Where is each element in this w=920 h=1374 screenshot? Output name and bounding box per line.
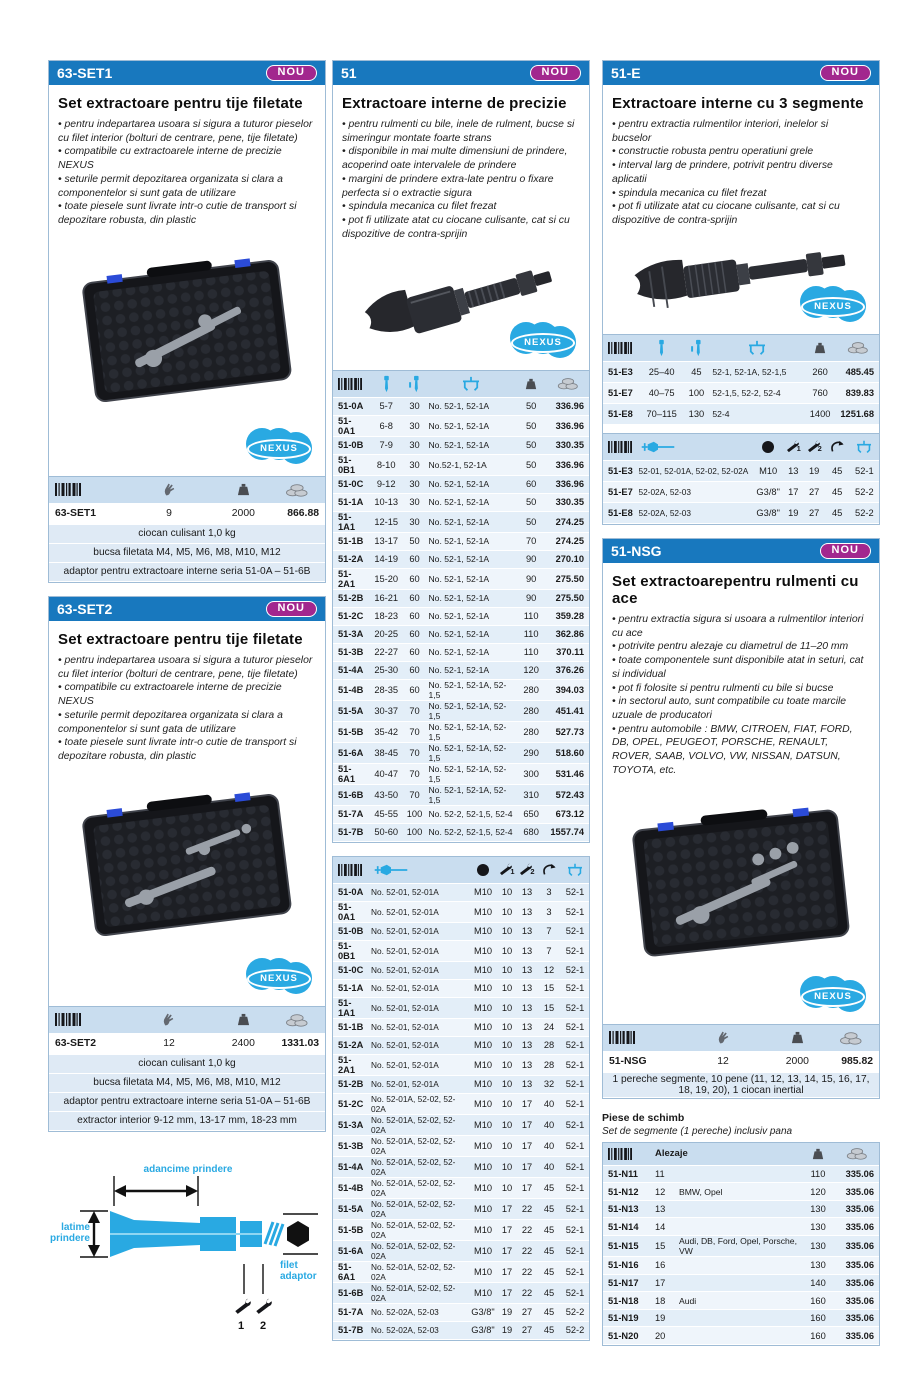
tool-case-photo: [613, 782, 869, 986]
table-row: 51-E7 40–75 100 52-1,5, 52-2, 52-4 760 839.83: [603, 382, 879, 403]
product-code: 51-E: [611, 65, 641, 81]
feature-list: [612, 118, 870, 228]
table-row: 51-0C No. 52-01, 52-01A M10 10 13 12 52-1: [333, 961, 589, 979]
spec-table-spindle-wrapper: [332, 856, 590, 1341]
table-row: 51-1A1 12-15 30 No. 52-1, 52-1A 50 274.25: [333, 511, 589, 532]
bullet-item: • toate piesele sunt livrate intr-o cutie de transport si depozitare robusta, din plastic: [58, 736, 316, 763]
table-row: 51-4B 28-35 60 No. 52-1, 52-1A, 52-1,5 280 394.03: [333, 679, 589, 700]
diagram-number-1: 1: [238, 1319, 245, 1332]
product-title: Set extractoare pentru tije filetate: [58, 630, 303, 648]
table-row: 51-NSG 12 2000 985.82: [603, 1051, 879, 1072]
table-row: 51-6A1 No. 52-01A, 52-02, 52-02A M10 17 22 45 52-1: [333, 1261, 589, 1282]
table-row: 51-2B 16-21 60 No. 52-1, 52-1A 90 275.50: [333, 589, 589, 607]
product-summary-table: [49, 476, 325, 582]
table-row: 51-0A1 No. 52-01, 52-01A M10 10 13 3 52-1: [333, 901, 589, 922]
coins-icon: [285, 1013, 309, 1027]
table-row: 51-0A 5-7 30 No. 52-1, 52-1A 50 336.96: [333, 397, 589, 415]
product-title: Set extractoare pentru tije filetate: [58, 95, 303, 112]
panel-63-set2: [48, 596, 326, 1132]
coins-icon: [847, 341, 869, 354]
table-row: 51-1B No. 52-01, 52-01A M10 10 13 24 52-1: [333, 1018, 589, 1036]
table-note-row: 1 pereche segmente, 10 pene (11, 12, 13, 14, 15, 16, 17, 18, 19, 20), 1 ciocan inertial: [603, 1072, 879, 1097]
table-header-row: [603, 1143, 879, 1166]
bullet-item: • interval larg de prindere, potrivit pentru diverse aplicatii: [612, 159, 870, 186]
nexus-logo: [800, 976, 866, 1016]
weight-icon: [814, 342, 826, 354]
grip-range-icon: [657, 339, 666, 357]
bullet-item: • spindula mecanica cu filet frezat: [612, 187, 870, 201]
grip-range-icon: [382, 375, 391, 393]
table-note-row: ciocan culisant 1,0 kg: [49, 524, 325, 543]
product-image: [58, 232, 316, 470]
spindle-icon: [373, 864, 409, 876]
counterstay-icon: [461, 376, 481, 392]
table-row: 51-7A 45-55 100 No. 52-2, 52-1,5, 52-4 650 673.12: [333, 805, 589, 823]
bullet-item: • pentru extractia sigura si usoara a rulmentilor interiori cu ace: [612, 613, 870, 640]
barcode-icon: [609, 1031, 635, 1044]
table-row: 51-3A 20-25 60 No. 52-1, 52-1A 110 362.86: [333, 625, 589, 643]
diagram-label-grip-depth: adancime prindere: [143, 1163, 233, 1175]
table-row: 51-1A No. 52-01, 52-01A M10 10 13 15 52-1: [333, 979, 589, 997]
coins-icon: [557, 377, 579, 390]
bullet-item: • compatibile cu extractoarele interne de precizie NEXUS: [58, 145, 316, 172]
table-row: 51-6B No. 52-01A, 52-02, 52-02A M10 17 22 45 52-1: [333, 1282, 589, 1303]
right-column: [602, 60, 880, 1346]
panel-header: [49, 61, 325, 85]
bullet-item: • constructie robusta pentru operatiuni grele: [612, 145, 870, 159]
table-note-row: adaptor pentru extractoare interne seria 51-0A – 51-6B: [49, 562, 325, 581]
feature-list: [58, 118, 316, 228]
table-header-row: [49, 476, 325, 503]
table-row: 51-3B No. 52-01A, 52-02, 52-02A M10 10 17 40 52-1: [333, 1135, 589, 1156]
spare-parts-heading: Piese de schimb: [602, 1111, 685, 1124]
table-note-row: ciocan culisant 1,0 kg: [49, 1054, 325, 1073]
table-row: 51-E7 52-02A, 52-03 G3/8" 17 27 45 52-2: [603, 481, 879, 502]
new-badge: NOU: [266, 65, 317, 81]
tool-case-photo: [62, 768, 312, 964]
nexus-logo-text: NEXUS: [247, 439, 311, 459]
table-row: 51-N18 18 Audi 160 335.06: [603, 1292, 879, 1310]
table-row: 51-2A No. 52-01, 52-01A M10 10 13 28 52-1: [333, 1036, 589, 1054]
table-row: 51-3A No. 52-01A, 52-02, 52-02A M10 10 17 40 52-1: [333, 1114, 589, 1135]
barcode-icon: [338, 864, 362, 876]
table-row: 51-6A1 40-47 70 No. 52-1, 52-1A, 52-1,5 300 531.46: [333, 763, 589, 784]
dimension-diagram: [48, 1164, 326, 1369]
product-code: 63-SET1: [57, 65, 113, 81]
table-row: 51-N13 13 130 335.06: [603, 1200, 879, 1218]
weight-icon: [525, 378, 537, 390]
table-row: 51-0B No. 52-01, 52-01A M10 10 13 7 52-1: [333, 922, 589, 940]
tool-case-photo: [62, 232, 312, 432]
spec-table-grip: [603, 334, 879, 425]
grip-depth-icon: [690, 339, 703, 357]
spec-table-grip: [333, 370, 589, 842]
thread-icon: [762, 441, 774, 453]
coins-icon: [839, 1031, 863, 1045]
diagram-label-grip-width: latime prindere: [49, 1221, 90, 1245]
coins-icon: [285, 483, 309, 497]
product-image: [58, 768, 316, 1000]
table-row: 51-0B 7-9 30 No. 52-1, 52-1A 50 330.35: [333, 436, 589, 454]
table-row: 63-SET1 9 2000 866.88: [49, 503, 325, 524]
panel-header: [333, 61, 589, 85]
table-header-row: 1 2: [603, 433, 879, 460]
table-row: 51-0C 9-12 30 No. 52-1, 52-1A 60 336.96: [333, 475, 589, 493]
panel-header: [49, 597, 325, 621]
table-row: 51-1A 10-13 30 No. 52-1, 52-1A 50 330.35: [333, 493, 589, 511]
hand-icon: [161, 1012, 176, 1027]
grip-depth-icon: [408, 375, 421, 393]
weight-icon: [237, 483, 250, 496]
table-row: 51-7B No. 52-02A, 52-03 G3/8" 19 27 45 52-2: [333, 1321, 589, 1339]
spec-table-spindle: [603, 433, 879, 524]
table-row: 51-2A 14-19 60 No. 52-1, 52-1A 90 270.10: [333, 550, 589, 568]
table-row: 51-7A No. 52-02A, 52-03 G3/8" 19 27 45 52-2: [333, 1303, 589, 1321]
table-row: 51-6A 38-45 70 No. 52-1, 52-1A, 52-1,5 290 518.60: [333, 742, 589, 763]
table-row: 51-N15 15 Audi, DB, Ford, Opel, Porsche, VW 130 335.06: [603, 1236, 879, 1257]
nexus-logo: [246, 958, 312, 998]
table-row: 51-5A 30-37 70 No. 52-1, 52-1A, 52-1,5 280 451.41: [333, 700, 589, 721]
diagram-label-thread-adaptor: filet adaptor: [280, 1259, 317, 1283]
product-title: Set extractoarepentru rulmenti cu ace: [612, 572, 859, 607]
product-code: 51: [341, 65, 357, 81]
feature-list: [612, 613, 870, 778]
nexus-logo: [510, 322, 576, 362]
table-row: 51-2B No. 52-01, 52-01A M10 10 13 32 52-1: [333, 1075, 589, 1093]
table-row: 51-2C 18-23 60 No. 52-1, 52-1A 110 359.28: [333, 607, 589, 625]
feature-list: [342, 118, 580, 242]
new-badge: NOU: [266, 601, 317, 617]
weight-icon: [791, 1031, 804, 1044]
hook-icon: [830, 440, 845, 453]
panel-51: [332, 60, 590, 843]
panel-header: [603, 61, 879, 85]
counterstay-icon: [747, 340, 767, 356]
spindle-icon: [640, 441, 676, 453]
bullet-item: • spindula mecanica cu filet frezat: [342, 200, 580, 214]
bullet-item: • disponibile in mai multe dimensiuni de prindere, acoperind oate intervalele de prindere: [342, 145, 580, 172]
bullet-item: • seturile permit depozitarea organizata si clara a componentelor si sunt gata de utilizare: [58, 173, 316, 200]
table-row: 51-7B 50-60 100 No. 52-2, 52-1,5, 52-4 680 1557.74: [333, 823, 589, 841]
bullet-item: • pot fi folosite si pentru rulmenti cu bile si bucse: [612, 682, 870, 696]
product-image: [342, 246, 580, 364]
table-row: 51-E8 70–115 130 52-4 1400 1251.68: [603, 403, 879, 424]
table-row: 51-N19 19 160 335.06: [603, 1309, 879, 1327]
coins-icon: [846, 1147, 868, 1160]
bullet-item: • toate piesele sunt livrate intr-o cutie de transport si depozitare robusta, din plastic: [58, 200, 316, 227]
table-row: 51-1A1 No. 52-01, 52-01A M10 10 13 15 52-1: [333, 997, 589, 1018]
barcode-icon: [608, 342, 632, 354]
nexus-logo-text: NEXUS: [511, 333, 575, 353]
barcode-icon: [55, 1013, 81, 1026]
table-row: 51-E3 52-01, 52-01A, 52-02, 52-02A M10 13 19 45 52-1: [603, 460, 879, 481]
product-summary-table: [49, 1006, 325, 1131]
table-row: 51-N12 12 BMW, Opel 120 335.06: [603, 1183, 879, 1201]
table-row: 51-5B No. 52-01A, 52-02, 52-02A M10 17 22 45 52-1: [333, 1219, 589, 1240]
table-row: 51-E3 25–40 45 52-1, 52-1A, 52-1,5 260 485.45: [603, 361, 879, 382]
barcode-icon: [608, 441, 632, 453]
left-column: [48, 60, 326, 1369]
spare-parts-subtitle: Set de segmente (1 pereche) inclusiv pana: [602, 1125, 793, 1137]
bullet-item: • pentru rulmenti cu bile, inele de rulment, bucse si simeringur montate foarte strans: [342, 118, 580, 145]
bullet-item: • compatibile cu extractoarele interne de precizie NEXUS: [58, 681, 316, 708]
bullet-item: • margini de prindere extra-late pentru o fixare perfecta si o extractie sigura: [342, 173, 580, 200]
bullet-item: • toate componentele sunt disponibile atat in seturi, cat si individual: [612, 654, 870, 681]
thread-icon: [477, 864, 489, 876]
barcode-icon: [608, 1148, 632, 1160]
table-row: 51-5B 35-42 70 No. 52-1, 52-1A, 52-1,5 280 527.73: [333, 721, 589, 742]
panel-51-nsg: [602, 538, 880, 1099]
table-row: 51-4B No. 52-01A, 52-02, 52-02A M10 10 17 45 52-1: [333, 1177, 589, 1198]
table-header-row: 1 2: [333, 857, 589, 884]
table-row: 51-6B 43-50 70 No. 52-1, 52-1A, 52-1,5 310 572.43: [333, 784, 589, 805]
table-note-row: bucsa filetata M4, M5, M6, M8, M10, M12: [49, 543, 325, 562]
spare-parts-table: [603, 1143, 879, 1345]
spec-table-spindle: [333, 857, 589, 1340]
table-row: 51-N11 11 110 335.06: [603, 1165, 879, 1183]
bullet-item: • pentru extractia rulmentilor interiori, inelelor si bucselor: [612, 118, 870, 145]
table-row: 51-5A No. 52-01A, 52-02, 52-02A M10 17 22 45 52-1: [333, 1198, 589, 1219]
product-code: 63-SET2: [57, 600, 113, 617]
bullet-item: • in sectorul auto, sunt compatibile cu toate marcile uzuale de producatori: [612, 695, 870, 722]
nexus-logo: [246, 428, 312, 468]
table-row: 51-2A1 15-20 60 No. 52-1, 52-1A 90 275.50: [333, 568, 589, 589]
panel-header: [603, 539, 879, 563]
nexus-logo-text: NEXUS: [801, 987, 865, 1007]
product-title: Extractoare interne de precizie: [342, 95, 567, 112]
product-title: Extractoare interne cu 3 segmente: [612, 95, 864, 112]
panel-51-e: [602, 60, 880, 525]
table-row: 51-E8 52-02A, 52-03 G3/8" 19 27 45 52-2: [603, 502, 879, 523]
table-row: 51-4A No. 52-01A, 52-02, 52-02A M10 10 17 40 52-1: [333, 1156, 589, 1177]
panel-63-set1: [48, 60, 326, 583]
middle-column: [332, 60, 590, 1341]
barcode-icon: [55, 483, 81, 496]
table-note-row: extractor interior 9-12 mm, 13-17 mm, 18-23 mm: [49, 1111, 325, 1130]
table-row: 63-SET2 12 2400 1331.03: [49, 1033, 325, 1054]
table-row: 51-2C No. 52-01A, 52-02, 52-02A M10 10 17 40 52-1: [333, 1093, 589, 1114]
table-row: 51-1B 13-17 50 No. 52-1, 52-1A 70 274.25: [333, 532, 589, 550]
counterstay-icon: [855, 440, 873, 454]
column-header-bore: Alezaje: [651, 1143, 801, 1166]
nexus-logo-text: NEXUS: [801, 297, 865, 317]
table-note-row: adaptor pentru extractoare interne seria 51-0A – 51-6B: [49, 1092, 325, 1111]
new-badge: NOU: [820, 543, 871, 559]
hand-icon: [162, 482, 177, 497]
table-header-row: [333, 370, 589, 397]
weight-icon: [237, 1013, 250, 1026]
table-row: 51-N20 20 160 335.06: [603, 1327, 879, 1345]
new-badge: NOU: [530, 65, 581, 81]
spare-parts-table-wrapper: [602, 1142, 880, 1346]
table-row: 51-0B1 No. 52-01, 52-01A M10 10 13 7 52-1: [333, 940, 589, 961]
table-row: 51-N14 14 130 335.06: [603, 1218, 879, 1236]
hook-icon: [542, 863, 557, 876]
feature-list: [58, 654, 316, 764]
table-row: 51-0A No. 52-01, 52-01A M10 10 13 3 52-1: [333, 883, 589, 901]
new-badge: NOU: [820, 65, 871, 81]
weight-icon: [812, 1148, 824, 1160]
bullet-item: • pentru indepartarea usoara si sigura a tuturor pieselor cu filet interior (bolturi de centrare, pene, tije filetate): [58, 118, 316, 145]
table-header-row: [49, 1006, 325, 1033]
barcode-icon: [338, 378, 362, 390]
bullet-item: • potrivite pentru alezaje cu diametrul de 11–20 mm: [612, 640, 870, 654]
table-row: 51-4A 25-30 60 No. 52-1, 52-1A 120 376.26: [333, 661, 589, 679]
bullet-item: • pentru indepartarea usoara si sigura a tuturor pieselor cu filet interior (bolturi de centrare, pene, tije filetate): [58, 654, 316, 681]
table-row: 51-0B1 8-10 30 No.52-1, 52-1A 50 336.96: [333, 454, 589, 475]
product-image: [612, 782, 870, 1018]
nexus-logo-text: NEXUS: [247, 969, 311, 989]
table-row: 51-6A No. 52-01A, 52-02, 52-02A M10 17 22 45 52-1: [333, 1240, 589, 1261]
table-row: 51-N16 16 130 335.06: [603, 1257, 879, 1275]
table-row: 51-0A1 6-8 30 No. 52-1, 52-1A 50 336.96: [333, 415, 589, 436]
table-row: 51-N17 17 140 335.06: [603, 1274, 879, 1292]
diagram-number-2: 2: [260, 1319, 267, 1332]
product-code: 51-NSG: [611, 542, 662, 559]
table-row: 51-3B 22-27 60 No. 52-1, 52-1A 110 370.11: [333, 643, 589, 661]
bullet-item: • pot fi utilizate atat cu ciocane culisante, cat si cu dispozitive de contra-sprijin: [612, 200, 870, 227]
table-row: 51-2A1 No. 52-01, 52-01A M10 10 13 28 52-1: [333, 1054, 589, 1075]
bullet-item: • pentru automobile : BMW, CITROEN, FIAT, FORD, DB, OPEL, PEUGEOT, PORSCHE, RENAULT, ROVER, SAAB, VOLVO, VW, NISSAN, DATSUN, TOYOTA, etc.: [612, 723, 870, 778]
hand-icon: [716, 1030, 731, 1045]
product-summary-table: [603, 1024, 879, 1098]
table-header-row: [603, 1024, 879, 1051]
table-note-row: bucsa filetata M4, M5, M6, M8, M10, M12: [49, 1073, 325, 1092]
bullet-item: • seturile permit depozitarea organizata si clara a componentelor si sunt gata de utilizare: [58, 709, 316, 736]
table-header-row: [603, 334, 879, 361]
product-image: [612, 232, 870, 328]
nexus-logo: [800, 286, 866, 326]
bullet-item: • pot fi utilizate atat cu ciocane culisante, cat si cu dispozitive de contra-sprijin: [342, 214, 580, 241]
counterstay-icon: [566, 863, 584, 877]
